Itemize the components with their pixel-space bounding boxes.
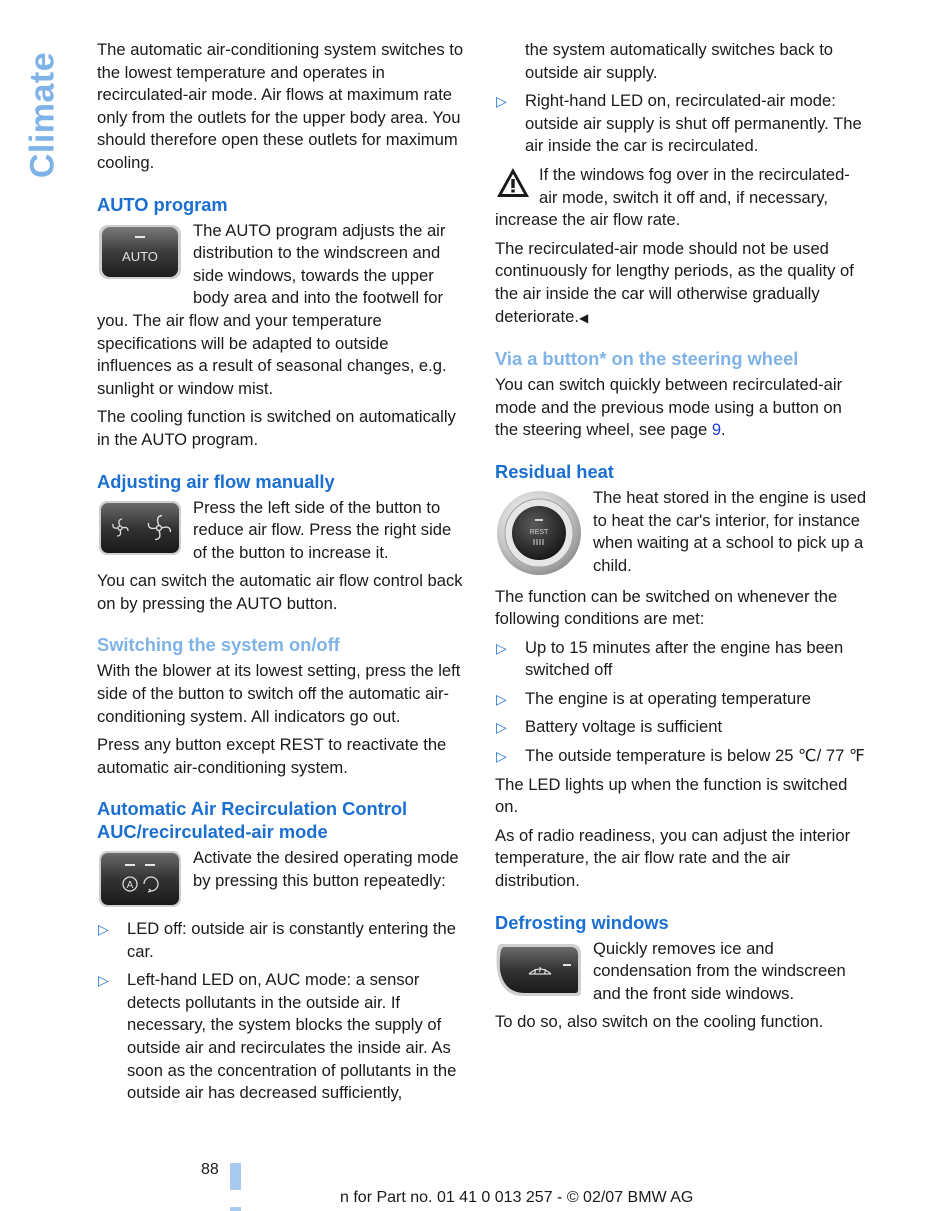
- chapter-title-text: Climate: [23, 51, 62, 179]
- warning-icon: [495, 166, 531, 207]
- chapter-title: [15, 40, 71, 190]
- on-off-heading: Switching the system on/off: [97, 634, 340, 656]
- defrosting-text-2: To do so, also switch on the cooling function.: [495, 1012, 824, 1032]
- radio-readiness-text: As of radio readiness, you can adjust the interior temperature, the air flow rate and the air distribution.: [495, 825, 851, 891]
- auc-text: Activate the desired operating mode by pressing this button repeatedly:: [193, 848, 459, 891]
- auto-program-heading: AUTO program: [97, 193, 228, 215]
- footer-text: n for Part no. 01 41 0 013 257 - © 02/07 BMW AG: [340, 1189, 694, 1206]
- list-item: ▷ Left-hand LED on, AUC mode: a sensor detects pollutants in the outside air. If necessary, the system blocks the supply of outside air and recirculates the inside air. As soon as the concentration of pollutants in the outside air has decreased sufficiently,: [98, 970, 457, 1103]
- rest-button-image: [495, 489, 583, 584]
- defrosting-heading: Defrosting windows: [495, 911, 669, 933]
- auc-button-image: [97, 849, 183, 916]
- list-item: ▷ Up to 15 minutes after the engine has been switched off: [496, 637, 844, 680]
- bullet-marker-icon: ▷: [496, 690, 507, 707]
- on-off-text-2: Press any button except REST to reactivate the automatic air-conditioning system.: [97, 735, 447, 777]
- bullet-marker-icon: ▷: [496, 719, 507, 736]
- auto-program-text-2: The cooling function is switched on automatically in the AUTO program.: [97, 407, 456, 449]
- bullet-continuation: the system automatically switches back to outside air supply.: [525, 40, 834, 82]
- warning-text-2: The recirculated-air mode should not be used continuously for lengthy periods, as the quality of the air inside the car will otherwise gradually deteriorate.◀: [495, 238, 854, 326]
- list-item: ▷ Battery voltage is sufficient: [495, 716, 867, 739]
- svg-text:AUTO: AUTO: [122, 248, 158, 264]
- svg-text:A: A: [126, 880, 134, 892]
- bullet-marker-icon: ▷: [496, 639, 507, 656]
- bullet-marker-icon: ▷: [496, 748, 507, 765]
- residual-conditions-list: [495, 637, 867, 768]
- page-link[interactable]: 9: [711, 420, 722, 440]
- air-flow-text: Press the left side of the button to reduce air flow. Press the right side of the button to increase it.: [193, 497, 452, 562]
- air-flow-button-image: [97, 499, 183, 564]
- warning-note: [495, 164, 867, 329]
- led-text: The LED lights up when the function is switched on.: [495, 774, 848, 817]
- page-number: 88: [201, 1161, 219, 1178]
- air-flow-text-2: You can switch the automatic air flow control back on by pressing the AUTO button.: [97, 571, 463, 613]
- steering-wheel-text: You can switch quickly between recirculated-air mode and the previous mode using a button on the steering wheel, see page 9.: [495, 375, 843, 440]
- end-mark-icon: ◀: [578, 310, 589, 325]
- right-column: [495, 39, 867, 1040]
- left-column: [97, 39, 467, 1111]
- auc-heading: Automatic Air Recirculation Control AUC/recirculated-air mode: [97, 798, 408, 843]
- defrosting-text: Quickly removes ice and condensation from the windscreen and the front side windows.: [593, 938, 846, 1003]
- list-item: ▷ LED off: outside air is constantly entering the car.: [98, 919, 456, 961]
- list-item: ▷ Right-hand LED on, recirculated-air mode: outside air supply is shut off permanently. The air inside the car is recirculated.: [496, 91, 862, 156]
- defrost-button-image: [495, 940, 583, 1005]
- warning-text: If the windows fog over in the recirculated-air mode, switch it off and, if necessary, increase the air flow rate.: [495, 164, 850, 230]
- bullet-marker-icon: ▷: [98, 972, 109, 989]
- auto-button-image: [97, 222, 183, 289]
- air-flow-heading: Adjusting air flow manually: [97, 470, 335, 492]
- page-marker-bar-lower: [230, 1207, 241, 1211]
- on-off-text: With the blower at its lowest setting, press the left side of the button to switch off the automatic air-conditioning system. All indicators go out.: [97, 661, 461, 726]
- bullet-marker-icon: ▷: [98, 921, 109, 938]
- residual-heat-text-2: The function can be switched on whenever the following conditions are met:: [495, 586, 838, 629]
- residual-heat-heading: Residual heat: [495, 460, 614, 482]
- bullet-marker-icon: ▷: [496, 93, 507, 110]
- list-item: ▷ The outside temperature is below 25 ℃/ 77 ℉: [495, 745, 867, 768]
- auto-program-text: The AUTO program adjusts the air distribution to the windscreen and side windows, towards the upper body area and into the footwell for you. The air flow and your temperature specifications will be adapted to outside influences as a result of seasonal changes, e.g. sunlight or window mist.: [97, 220, 447, 398]
- page-marker-bar: [230, 1163, 241, 1190]
- list-item: ▷ The engine is at operating temperature: [495, 688, 867, 711]
- residual-heat-text: The heat stored in the engine is used to heat the car's interior, for instance when waiting at a school to pick up a child.: [593, 487, 867, 575]
- intro-paragraph: The automatic air-conditioning system switches to the lowest temperature and operates in recirculated-air mode. Air flows at maximum rate only from the outlets for the upper body area. You should therefore open these outlets for maximum cooling.: [97, 40, 464, 172]
- svg-text:REST: REST: [529, 528, 549, 536]
- recirc-bullet-list: [495, 90, 867, 158]
- steering-wheel-heading: Via a button* on the steering wheel: [495, 348, 799, 370]
- auc-bullet-list: [97, 918, 467, 1105]
